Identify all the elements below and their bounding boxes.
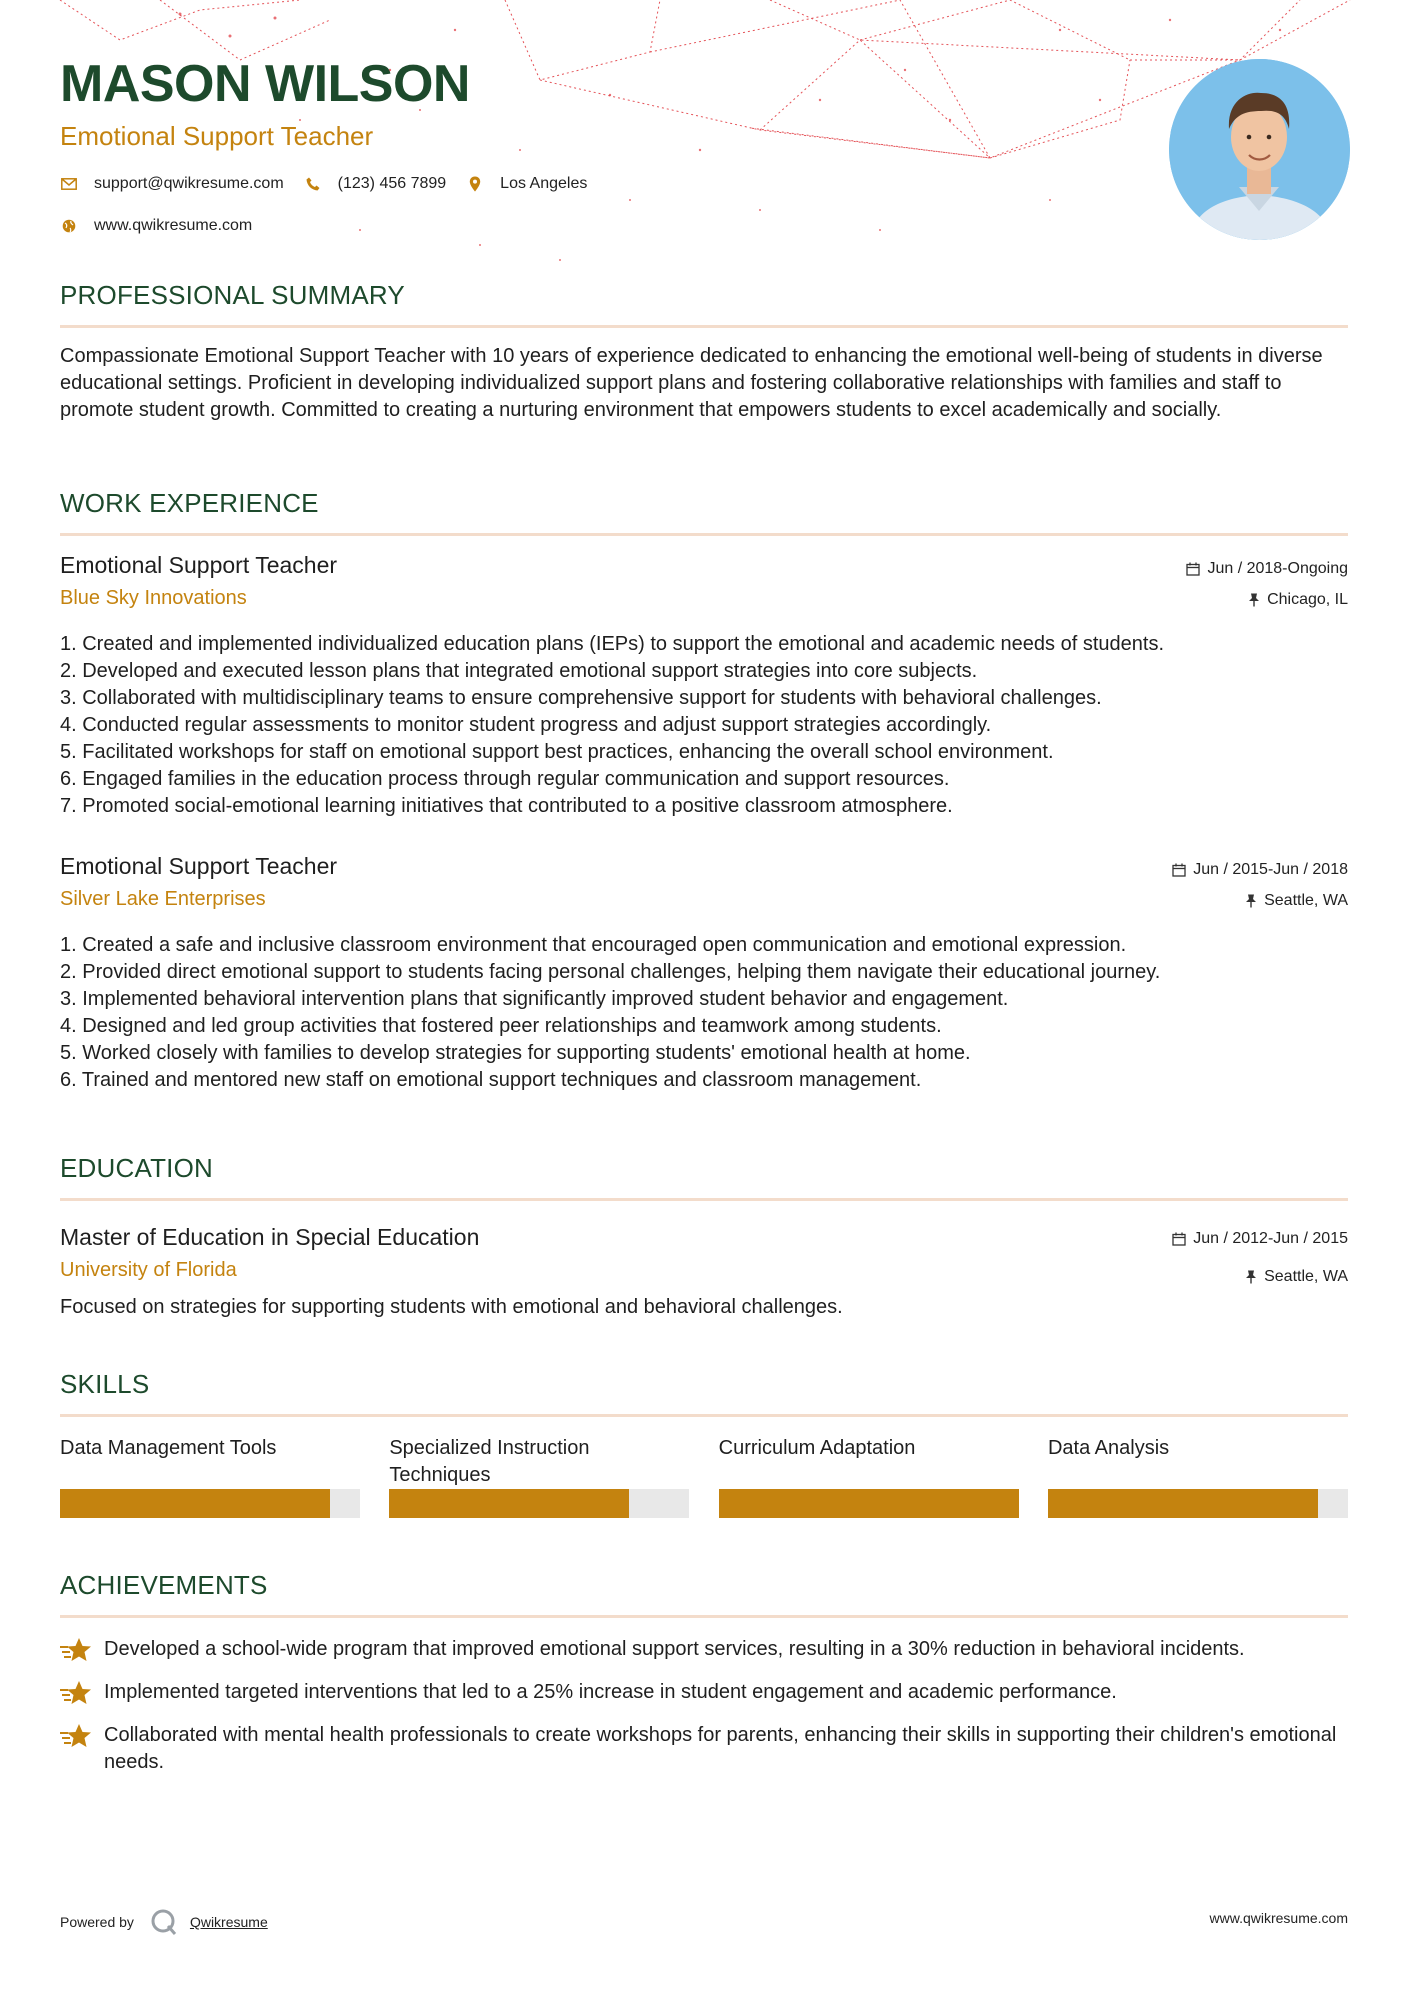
skill-item (1048, 1435, 1348, 1518)
list-item: 2. Provided direct emotional support to students facing personal challenges, helping them navigate their educational journey. (60, 961, 1161, 983)
section-divider (60, 533, 1348, 536)
job-role: Emotional Support Teacher (60, 552, 338, 578)
profile-photo (1169, 59, 1350, 240)
star-award-icon (60, 1722, 92, 1750)
skill-item (389, 1435, 689, 1518)
job-role: Emotional Support Teacher (60, 853, 338, 879)
list-item: 1. Created a safe and inclusive classroom environment that encouraged open communication and emotional expression. (60, 934, 1127, 956)
job-entry (60, 552, 1348, 820)
degree-title: Master of Education in Special Education (60, 1224, 480, 1250)
achievement-text: Developed a school-wide program that improved emotional support services, resulting in a 30% reduction in behavioral incidents. (104, 1638, 1245, 1660)
skill-bar (719, 1489, 1019, 1518)
website-text: www.qwikresume.com (94, 217, 253, 234)
email-text: support@qwikresume.com (94, 175, 284, 192)
skill-bar (60, 1489, 360, 1518)
job-dates-text: Jun / 2018-Ongoing (1207, 560, 1348, 577)
skills-section (60, 1369, 1348, 1518)
job-location-text: Seattle, WA (1264, 892, 1348, 909)
list-item: 5. Facilitated workshops for staff on emotional support best practices, enhancing the overall school environment. (60, 741, 1054, 763)
star-award-icon (60, 1679, 92, 1707)
achievement-text: Collaborated with mental health professionals to create workshops for parents, enhancing their skills in supporting their children's emotional needs. (104, 1724, 1337, 1773)
skill-name: Data Analysis (1047, 1437, 1170, 1459)
summary-text: Compassionate Emotional Support Teacher with 10 years of experience dedicated to enhancing the emotional well-being of students in diverse educational settings. Proficient in developing individualized support plans and fostering collaborative relationships with families and staff to promote student growth. Committed to creating a nurturing environment that empowers students to excel academically and socially. (60, 345, 1323, 421)
skill-item (719, 1435, 1019, 1518)
school-name: University of Florida (60, 1259, 237, 1281)
contact-row-primary (60, 175, 607, 193)
pushpin-icon (1245, 1270, 1257, 1284)
globe-icon (60, 217, 78, 235)
map-pin-icon (466, 175, 484, 193)
envelope-icon (60, 175, 78, 193)
list-item: 7. Promoted social-emotional learning initiatives that contributed to a positive classroom atmosphere. (60, 795, 953, 817)
resume-page (60, 0, 1348, 1773)
job-dates (1186, 560, 1348, 578)
skill-bar-fill (60, 1489, 330, 1518)
phone-text: (123) 456 7899 (337, 175, 447, 192)
skill-name: Data Management Tools (60, 1437, 277, 1459)
education-location-text: Seattle, WA (1264, 1268, 1348, 1285)
page-footer (60, 1902, 1348, 1932)
list-item: 4. Conducted regular assessments to monitor student progress and adjust support strategies accordingly. (60, 714, 992, 736)
list-item: 6. Trained and mentored new staff on emotional support techniques and classroom management. (60, 1069, 922, 1091)
list-item: 4. Designed and led group activities that fostered peer relationships and teamwork among students. (60, 1015, 942, 1037)
powered-by-label: Powered by (60, 1914, 134, 1930)
skill-bar-fill (389, 1489, 629, 1518)
education-dates (1172, 1230, 1348, 1248)
location-text: Los Angeles (500, 175, 588, 192)
experience-section (60, 488, 1348, 536)
calendar-icon (1172, 863, 1186, 877)
skills-heading: SKILLS (60, 1369, 150, 1399)
contact-row-secondary (60, 217, 272, 235)
phone-icon (304, 175, 322, 193)
summary-section (60, 280, 1348, 424)
job-bullets (60, 631, 1348, 820)
skill-item (60, 1435, 360, 1518)
skill-name: Specialized Instruction Techniques (389, 1437, 590, 1486)
skills-list (60, 1435, 1348, 1518)
achievements-heading: ACHIEVEMENTS (60, 1570, 268, 1600)
star-award-icon (60, 1636, 92, 1664)
section-divider (60, 1615, 1348, 1618)
pushpin-icon (1245, 894, 1257, 908)
education-heading: EDUCATION (60, 1153, 213, 1183)
job-dates-text: Jun / 2015-Jun / 2018 (1193, 861, 1348, 878)
footer-website-link[interactable]: www.qwikresume.com (1209, 1910, 1348, 1926)
achievement-item (60, 1636, 1348, 1664)
resume-header (60, 0, 1348, 270)
contact-email[interactable] (60, 175, 284, 193)
calendar-icon (1186, 562, 1200, 576)
section-divider (60, 325, 1348, 328)
skill-name: Curriculum Adaptation (718, 1437, 916, 1459)
qwikresume-logo-icon (150, 1908, 178, 1936)
education-description: Focused on strategies for supporting students with emotional and behavioral challenges. (60, 1296, 843, 1318)
job-location (1245, 892, 1348, 910)
job-bullets (60, 932, 1348, 1094)
achievements-list (60, 1636, 1348, 1776)
section-divider (60, 1414, 1348, 1417)
candidate-title: Emotional Support Teacher (60, 121, 374, 151)
job-company: Silver Lake Enterprises (60, 888, 266, 910)
list-item: 3. Collaborated with multidisciplinary teams to ensure comprehensive support for students with behavioral challenges. (60, 687, 1102, 709)
contact-location (466, 175, 587, 193)
education-section (60, 1153, 1348, 1321)
pushpin-icon (1248, 593, 1260, 607)
achievement-item (60, 1679, 1348, 1707)
achievement-text: Implemented targeted interventions that led to a 25% increase in student engagement and academic performance. (104, 1681, 1117, 1703)
skill-bar (389, 1489, 689, 1518)
contact-phone[interactable] (304, 175, 447, 193)
calendar-icon (1172, 1232, 1186, 1246)
skill-bar (1048, 1489, 1348, 1518)
list-item: 1. Created and implemented individualized education plans (IEPs) to support the emotional and academic needs of students. (60, 633, 1165, 655)
achievements-section (60, 1570, 1348, 1791)
contact-website[interactable] (60, 217, 252, 235)
skill-bar-fill (719, 1489, 1019, 1518)
job-location-text: Chicago, IL (1267, 591, 1348, 608)
list-item: 6. Engaged families in the education process through regular communication and support resources. (60, 768, 950, 790)
list-item: 5. Worked closely with families to develop strategies for supporting students' emotional health at home. (60, 1042, 971, 1064)
section-divider (60, 1198, 1348, 1201)
brand-link[interactable]: Qwikresume (189, 1914, 268, 1930)
candidate-name: MASON WILSON (60, 55, 470, 113)
experience-heading: WORK EXPERIENCE (60, 488, 319, 518)
list-item: 2. Developed and executed lesson plans that integrated emotional support strategies into core subjects. (60, 660, 978, 682)
job-company: Blue Sky Innovations (60, 587, 247, 609)
job-dates (1172, 861, 1348, 879)
summary-heading: PROFESSIONAL SUMMARY (60, 280, 405, 310)
list-item: 3. Implemented behavioral intervention plans that significantly improved student behavior and engagement. (60, 988, 1009, 1010)
job-location (1248, 591, 1348, 609)
achievement-item (60, 1722, 1348, 1776)
education-dates-text: Jun / 2012-Jun / 2015 (1193, 1230, 1348, 1247)
job-entry (60, 853, 1348, 1094)
skill-bar-fill (1048, 1489, 1318, 1518)
education-location (1245, 1268, 1348, 1286)
powered-by (60, 1908, 268, 1936)
